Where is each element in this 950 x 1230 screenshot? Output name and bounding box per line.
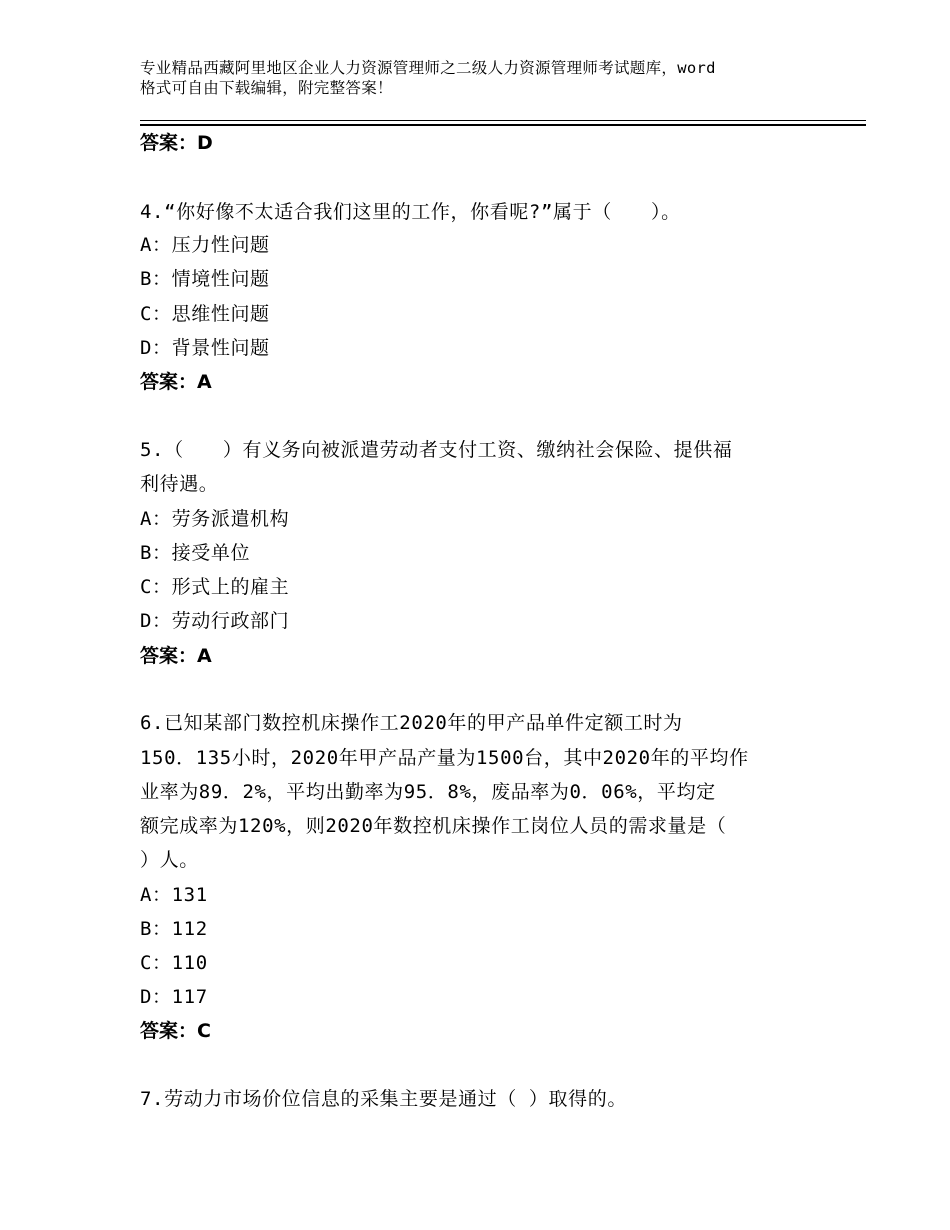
header-rule-thin [140,120,866,121]
header-line-1: 专业精品西藏阿里地区企业人力资源管理师之二级人力资源管理师考试题库，word [140,59,716,77]
question-6-option-a: A：131 [140,884,208,906]
question-6-stem-line-1: 6.已知某部门数控机床操作工2020年的甲产品单件定额工时为 [140,712,683,734]
question-6-answer: 答案：C [140,1020,211,1042]
question-4-option-c: C：思维性问题 [140,303,270,325]
question-6-stem-line-5: ）人。 [140,849,199,871]
question-6-option-b: B：112 [140,918,208,940]
question-5-stem-line-2: 利待遇。 [140,473,219,495]
question-7-stem: 7.劳动力市场价位信息的采集主要是通过（ ）取得的。 [140,1088,627,1110]
question-6-stem-line-2: 150．135小时，2020年甲产品产量为1500台，其中2020年的平均作 [140,747,749,769]
question-5-option-b: B：接受单位 [140,542,251,564]
question-6-option-d: D：117 [140,986,208,1008]
question-4-option-d: D：背景性问题 [140,337,270,359]
question-4-answer: 答案：A [140,371,212,393]
header-line-2: 格式可自由下载编辑，附完整答案！ [140,79,393,97]
question-5-option-c: C：形式上的雇主 [140,576,290,598]
question-6-stem-line-3: 业率为89．2%，平均出勤率为95．8%，废品率为0．06%，平均定 [140,781,716,803]
question-5-option-a: A：劳务派遣机构 [140,508,290,530]
question-6-option-c: C：110 [140,952,208,974]
question-4-option-a: A：压力性问题 [140,234,270,256]
question-4-stem: 4.“你好像不太适合我们这里的工作，你看呢?”属于（ ）。 [140,201,681,223]
answer-previous: 答案：D [140,132,213,154]
document-header [140,58,840,98]
question-5-answer: 答案：A [140,645,212,667]
question-5-stem-line-1: 5.（ ）有义务向被派遣劳动者支付工资、缴纳社会保险、提供福 [140,439,733,461]
header-rule-thick [140,124,866,126]
question-6-stem-line-4: 额完成率为120%，则2020年数控机床操作工岗位人员的需求量是（ [140,815,727,837]
question-4-option-b: B：情境性问题 [140,268,270,290]
question-5-option-d: D：劳动行政部门 [140,610,290,632]
